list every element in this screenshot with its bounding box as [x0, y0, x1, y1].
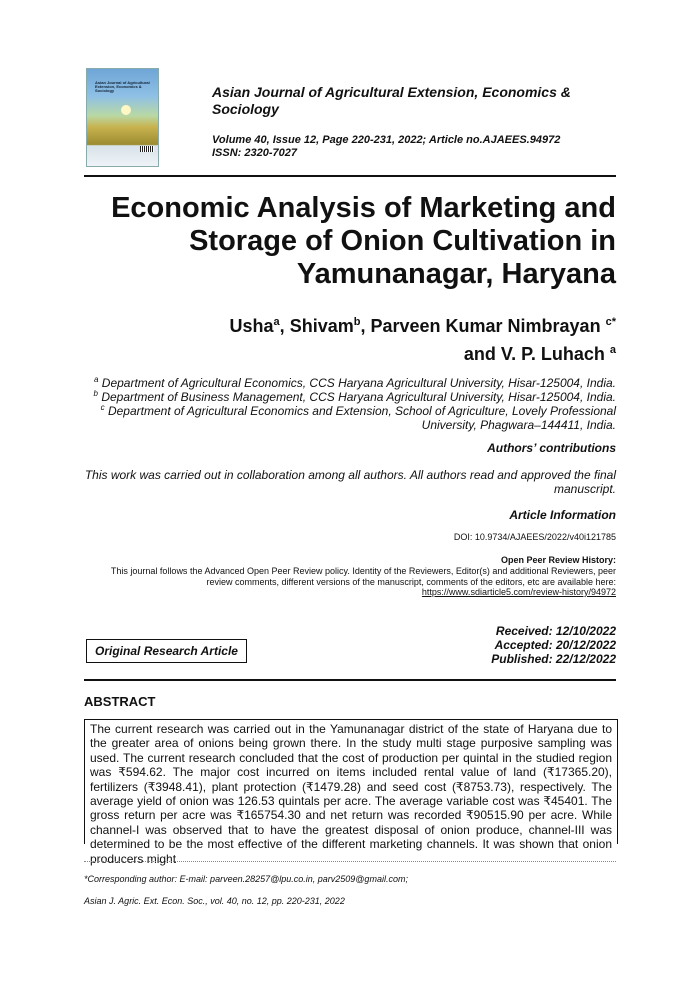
title-line: Yamunanagar, Haryana: [296, 258, 616, 290]
paper-title: [96, 192, 616, 291]
affil-text: Department of Agricultural Economics, CCS Haryana Agricultural University, Hisar-125004, India.: [101, 376, 616, 390]
open-peer-review-heading: Open Peer Review History:: [500, 555, 616, 565]
author-separator: ,: [279, 316, 290, 336]
contributions-heading: Authors’ contributions: [487, 441, 616, 455]
article-dates: [491, 624, 616, 666]
article-type-label: Original Research Article: [86, 639, 247, 663]
open-peer-line: This journal follows the Advanced Open Peer Review policy. Identity of the Reviewers, Editor(s) and additional Reviewers, peer: [110, 566, 616, 576]
contributions-text: [76, 468, 616, 496]
author-name: and V. P. Luhach: [463, 344, 605, 364]
published-date: Published: 22/12/2022: [491, 652, 616, 666]
abstract-divider: [84, 679, 616, 681]
title-line: Storage of Onion Cultivation in: [189, 225, 616, 257]
affil-text: University, Phagwara–144411, India.: [421, 418, 616, 432]
article-info-heading: Article Information: [509, 508, 616, 522]
author-name: Shivam: [289, 316, 354, 336]
received-date: Received: 12/10/2022: [495, 624, 616, 638]
author-list: [96, 310, 616, 366]
contributions-line: This work was carried out in collaboration among all authors. All authors read and approved the final: [84, 468, 616, 482]
author-separator: ,: [360, 316, 371, 336]
doi: DOI: 10.9734/AJAEES/2022/v40i121785: [453, 532, 616, 542]
accepted-date: Accepted: 20/12/2022: [494, 638, 616, 652]
affiliation-c: [56, 401, 616, 432]
abstract-text: The current research was carried out in the Yamunanagar district of the state of Haryana due to the greater area of onions being grown there. In the study multi stage purposive sampling was used. The current research concluded that the cost of production per quintal in the studied region was ₹594.62. The major cost incurred on items included rental value of land (₹17365.20), fertilizers (₹3948.41), plant protection (₹1479.28) and seed cost (₹8753.73), respectively. The average yield of onion was 126.53 quintals per acre. The average variable cost was ₹45401. The gross return per acre was ₹165754.30 and net return was recorded ₹90515.90 per acre. While channel-I was observed that to have the greatest disposal of onion produce, channel-III was determined to be the most effective of the different marketing channels. It was shown that onion producers might: [90, 722, 612, 866]
open-peer-review-text: [76, 566, 616, 598]
open-peer-line: review comments, different versions of the manuscript, comments of the editors, etc are available here:: [206, 576, 616, 587]
author-affil-mark: b: [353, 316, 361, 328]
footer-divider: [84, 861, 616, 862]
author-affil-mark: c*: [605, 316, 616, 328]
affil-text: Department of Agricultural Economics and Extension, School of Agriculture, Lovely Professional: [107, 404, 616, 418]
title-line: Economic Analysis of Marketing and: [111, 192, 616, 224]
journal-cover-image: [86, 68, 159, 167]
journal-volume-line: Volume 40, Issue 12, Page 220-231, 2022; Article no.AJAEES.94972: [212, 134, 561, 146]
contributions-line: manuscript.: [553, 482, 616, 496]
review-history-link[interactable]: https://www.sdiarticle5.com/review-history/94972: [421, 587, 616, 597]
journal-name: Asian Journal of Agricultural Extension, Economics & Sociology: [212, 84, 571, 117]
cover-barcode: [140, 146, 154, 152]
affil-mark: a: [93, 375, 99, 384]
affil-text: Department of Business Management, CCS Haryana Agricultural University, Hisar-125004, India.: [101, 390, 616, 404]
affil-mark: c: [100, 403, 105, 412]
journal-issn: ISSN: 2320-7027: [212, 147, 297, 159]
corresponding-author-note: *Corresponding author: E-mail: parveen.28257@lpu.co.in, parv2509@gmail.com;: [84, 874, 408, 884]
author-affil-mark: a: [609, 344, 616, 356]
author-name: Usha: [229, 316, 274, 336]
header-divider: [84, 175, 616, 177]
author-affil-mark: a: [273, 316, 280, 328]
abstract-box: [84, 719, 618, 866]
author-name: Parveen Kumar Nimbrayan: [370, 316, 601, 336]
affil-mark: b: [93, 389, 98, 398]
cover-sun-graphic: [121, 105, 131, 115]
cover-title: Asian Journal of Agricultural Extension, Economics & Sociology: [95, 80, 150, 93]
citation-line: Asian J. Agric. Ext. Econ. Soc., vol. 40, no. 12, pp. 220-231, 2022: [84, 896, 345, 906]
abstract-heading: ABSTRACT: [84, 694, 156, 709]
